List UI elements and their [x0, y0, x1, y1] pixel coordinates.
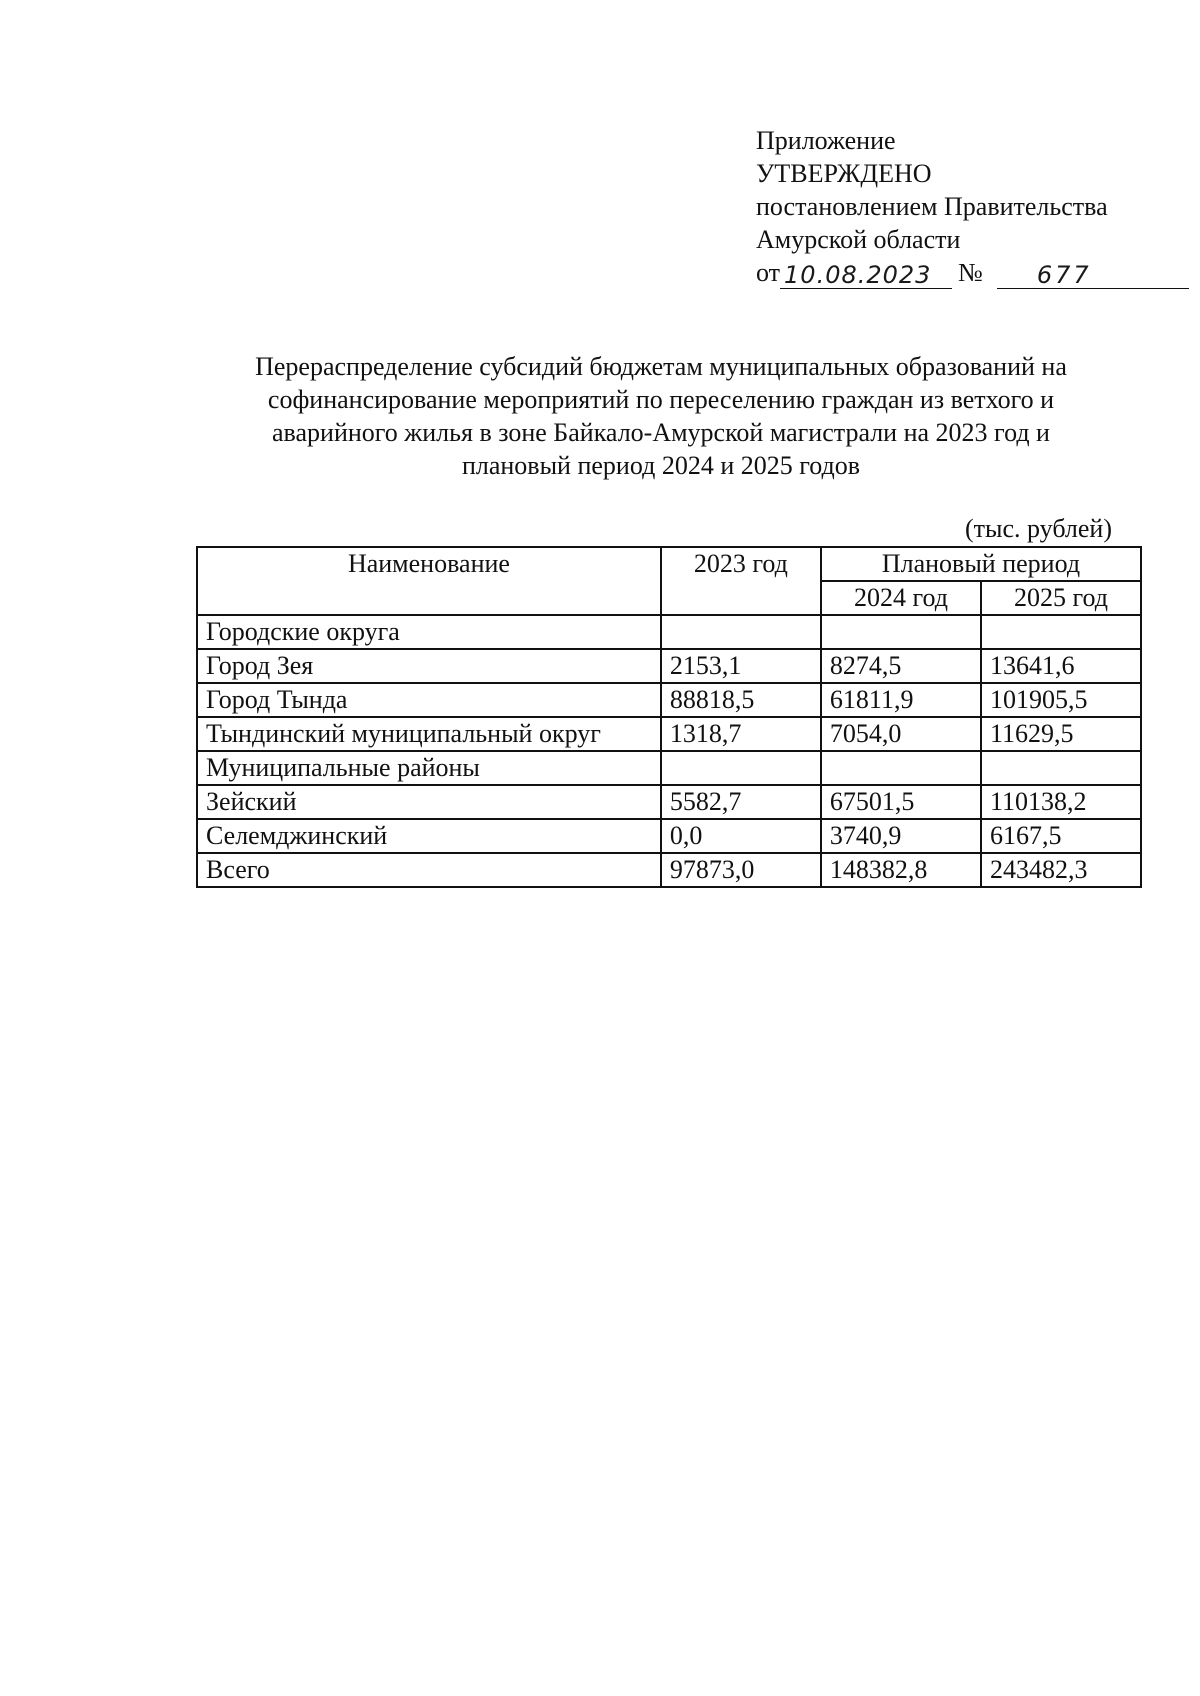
- cell-2023: [661, 751, 821, 785]
- appendix-label: Приложение: [756, 126, 896, 155]
- header-row: [197, 547, 1141, 581]
- table-row: [197, 683, 1141, 717]
- cell-name: Город Тында: [197, 683, 661, 717]
- cell-2025: 110138,2: [981, 785, 1141, 819]
- resolution-label: постановлением Правительства: [756, 192, 1108, 221]
- cell-name: Городские округа: [197, 615, 661, 649]
- header-2024: 2024 год: [821, 581, 981, 615]
- date-number-line: [756, 256, 1189, 289]
- handwritten-number: 677: [997, 262, 1189, 289]
- cell-2024: 8274,5: [821, 649, 981, 683]
- title-line: Перераспределение субсидий бюджетам муниципальных образований на: [255, 352, 1067, 381]
- subsidies-table: [196, 546, 1142, 888]
- cell-2024: 148382,8: [821, 853, 981, 887]
- handwritten-date: 10.08.2023: [780, 262, 952, 289]
- cell-2023: 5582,7: [661, 785, 821, 819]
- document-title: [196, 350, 1126, 482]
- cell-name: Зейский: [197, 785, 661, 819]
- cell-2025: 13641,6: [981, 649, 1141, 683]
- cell-name: Селемджинский: [197, 819, 661, 853]
- cell-2024: 61811,9: [821, 683, 981, 717]
- title-line: аварийного жилья в зоне Байкало-Амурской магистрали на 2023 год и: [272, 418, 1050, 447]
- header-name: Наименование: [197, 547, 661, 615]
- title-line: плановый период 2024 и 2025 годов: [461, 451, 861, 480]
- cell-2023: [661, 615, 821, 649]
- cell-name: Муниципальные районы: [197, 751, 661, 785]
- from-prefix: от: [756, 258, 781, 287]
- cell-2023: 88818,5: [661, 683, 821, 717]
- cell-2025: [981, 751, 1141, 785]
- header-2023: 2023 год: [661, 547, 821, 615]
- region-label: Амурской области: [756, 225, 961, 254]
- table-row-total: [197, 853, 1141, 887]
- number-sign: №: [958, 258, 983, 287]
- cell-2024: 67501,5: [821, 785, 981, 819]
- table-row: [197, 819, 1141, 853]
- table-row: [197, 751, 1141, 785]
- table-row: [197, 615, 1141, 649]
- cell-2025: 243482,3: [981, 853, 1141, 887]
- approval-block: [756, 124, 1189, 289]
- cell-2024: [821, 751, 981, 785]
- cell-name: Тындинский муниципальный округ: [197, 717, 661, 751]
- header-2025: 2025 год: [981, 581, 1141, 615]
- table-row: [197, 785, 1141, 819]
- units-label: (тыс. рублей): [964, 514, 1112, 543]
- cell-name: Город Зея: [197, 649, 661, 683]
- cell-2025: [981, 615, 1141, 649]
- approved-label: УТВЕРЖДЕНО: [756, 159, 932, 188]
- cell-2023: 2153,1: [661, 649, 821, 683]
- cell-2024: [821, 615, 981, 649]
- cell-2024: 7054,0: [821, 717, 981, 751]
- cell-2025: 11629,5: [981, 717, 1141, 751]
- cell-name: Всего: [197, 853, 661, 887]
- cell-2023: 0,0: [661, 819, 821, 853]
- cell-2023: 1318,7: [661, 717, 821, 751]
- header-planned-period: Плановый период: [821, 547, 1141, 581]
- title-line: софинансирование мероприятий по переселению граждан из ветхого и: [267, 385, 1055, 414]
- table-row: [197, 649, 1141, 683]
- cell-2025: 101905,5: [981, 683, 1141, 717]
- cell-2025: 6167,5: [981, 819, 1141, 853]
- cell-2024: 3740,9: [821, 819, 981, 853]
- cell-2023: 97873,0: [661, 853, 821, 887]
- table-row: [197, 717, 1141, 751]
